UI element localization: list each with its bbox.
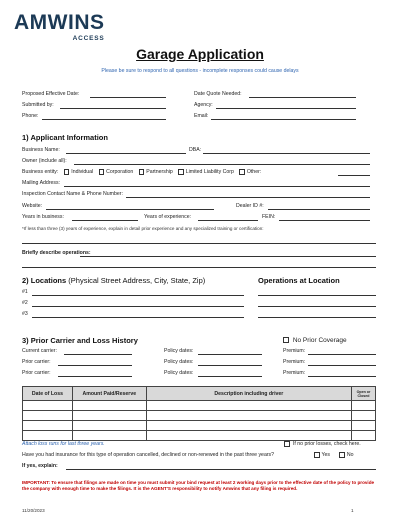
no-prior-coverage-checkbox[interactable] — [283, 337, 289, 343]
email-field[interactable] — [211, 119, 356, 120]
quote-date-label: Date Quote Needed: — [194, 91, 242, 97]
dba-field[interactable] — [203, 153, 370, 154]
loss-table-header-row — [23, 387, 376, 401]
location-1-operations-field[interactable] — [258, 295, 376, 296]
page-subtitle: Please be sure to respond to all questions - incomplete responses could cause delays — [101, 68, 299, 74]
inspection-contact-field[interactable] — [126, 197, 370, 198]
inspection-contact-label: Inspection Contact Name & Phone Number: — [22, 191, 123, 197]
dealer-id-field[interactable] — [268, 209, 370, 210]
table-row — [23, 421, 376, 431]
proposed-date-field[interactable] — [90, 97, 166, 98]
premium-field-1[interactable] — [308, 354, 376, 355]
policy-dates-label-3: Policy dates: — [164, 370, 194, 376]
table-cell[interactable] — [146, 411, 351, 421]
business-entity-row — [22, 169, 261, 175]
submitted-by-label: Submitted by: — [22, 102, 54, 108]
agency-label: Agency: — [194, 102, 213, 108]
header-description: Description including driver — [146, 387, 351, 401]
dealer-id-label: Dealer ID #: — [236, 203, 264, 209]
fein-field[interactable] — [279, 220, 370, 221]
entity-checkbox-partnership[interactable] — [139, 169, 145, 175]
loss-history-table — [22, 386, 376, 441]
premium-label-2: Premium: — [283, 359, 306, 365]
table-row — [23, 411, 376, 421]
if-yes-explain-field[interactable] — [66, 469, 376, 470]
entity-option-individual: Individual — [71, 169, 94, 176]
describe-operations-field[interactable] — [80, 256, 376, 257]
location-3-address-field[interactable] — [32, 317, 244, 318]
no-losses-label: If no prior losses, check here. — [292, 441, 361, 448]
entity-option-partnership: Partnership — [146, 169, 173, 176]
current-carrier-field[interactable] — [64, 354, 132, 355]
locations-title-bold: 2) Locations — [22, 276, 67, 285]
logo-wordmark: AMWINS — [14, 11, 105, 34]
policy-dates-field-2[interactable] — [198, 365, 262, 366]
business-entity-label: Business entity: — [22, 169, 59, 176]
cancelled-no-label: No — [346, 452, 354, 459]
website-field[interactable] — [46, 209, 214, 210]
entity-checkbox-individual[interactable] — [64, 169, 70, 175]
table-cell[interactable] — [23, 421, 73, 431]
cancelled-answer-row — [310, 452, 354, 458]
agency-field[interactable] — [216, 108, 356, 109]
footer-page-number: 1 — [351, 508, 354, 513]
proposed-date-label: Proposed Effective Date: — [22, 91, 80, 97]
experience-note: *If less than three (3) years of experience, explain in detail prior experience and any specialized training or certification: — [22, 226, 264, 231]
prior-carrier-field-1[interactable] — [58, 365, 132, 366]
describe-operations-label: Briefly describe operations: — [22, 250, 91, 256]
location-3-label: #3 — [22, 311, 28, 317]
table-row — [23, 431, 376, 441]
entity-option-other: Other: — [246, 169, 262, 176]
table-row — [23, 401, 376, 411]
entity-checkbox-llc[interactable] — [178, 169, 184, 175]
location-2-operations-field[interactable] — [258, 306, 376, 307]
dba-label: DBA: — [189, 147, 202, 153]
page-title: Garage Application — [136, 46, 264, 62]
header-amount-paid: Amount Paid/Reserve — [72, 387, 146, 401]
mailing-address-field[interactable] — [64, 186, 370, 187]
location-3-operations-field[interactable] — [258, 317, 376, 318]
table-cell[interactable] — [146, 401, 351, 411]
cancelled-no-checkbox[interactable] — [339, 452, 345, 458]
if-yes-explain-label: If yes, explain: — [22, 463, 58, 469]
fein-label: FEIN: — [262, 214, 276, 220]
locations-title-detail: (Physical Street Address, City, State, Zip) — [66, 276, 206, 285]
header-date-of-loss: Date of Loss — [23, 387, 73, 401]
table-cell[interactable] — [72, 431, 146, 441]
table-cell[interactable] — [23, 431, 73, 441]
premium-field-3[interactable] — [308, 376, 376, 377]
prior-carrier-field-2[interactable] — [58, 376, 132, 377]
cancelled-yes-checkbox[interactable] — [314, 452, 320, 458]
experience-explanation-field[interactable] — [22, 243, 376, 244]
premium-label-3: Premium: — [283, 370, 306, 376]
entity-checkbox-corporation[interactable] — [99, 169, 105, 175]
quote-date-field[interactable] — [249, 97, 356, 98]
cancelled-question: Have you had insurance for this type of operation cancelled, declined or non-renewed in the past three years? — [22, 452, 275, 458]
premium-label-1: Premium: — [283, 348, 306, 354]
table-cell[interactable] — [23, 411, 73, 421]
owner-field[interactable] — [74, 164, 370, 165]
years-business-field[interactable] — [72, 220, 138, 221]
important-notice: IMPORTANT: To ensure that filings are made on time you must submit your bind request at least 2 working days prior to the effective date of the policy to provide the company with enough time to make the filings. It is the AGENT'S responsibility to notify Amwins that any filing is required. — [22, 480, 375, 492]
entity-checkbox-other[interactable] — [239, 169, 245, 175]
no-losses-row — [280, 441, 361, 447]
attach-loss-runs-note: Attach loss runs for last three years. — [22, 441, 105, 447]
describe-operations-field-2[interactable] — [22, 267, 376, 268]
section-applicant-title: 1) Applicant Information — [22, 133, 108, 142]
table-cell[interactable] — [72, 421, 146, 431]
premium-field-2[interactable] — [308, 365, 376, 366]
phone-field[interactable] — [42, 119, 166, 120]
table-cell[interactable] — [352, 421, 376, 431]
submitted-by-field[interactable] — [60, 108, 166, 109]
operations-at-location-title: Operations at Location — [258, 276, 340, 285]
table-cell[interactable] — [352, 431, 376, 441]
business-name-field[interactable] — [66, 153, 186, 154]
current-carrier-label: Current carrier: — [22, 348, 57, 354]
location-2-label: #2 — [22, 300, 28, 306]
table-cell[interactable] — [23, 401, 73, 411]
business-name-label: Business Name: — [22, 147, 60, 153]
location-1-address-field[interactable] — [32, 295, 244, 296]
policy-dates-label-1: Policy dates: — [164, 348, 194, 354]
no-losses-checkbox[interactable] — [284, 441, 290, 447]
logo-subtext: ACCESS — [72, 35, 105, 42]
table-cell[interactable] — [352, 401, 376, 411]
email-label: Email: — [194, 113, 209, 119]
years-business-label: Years in business: — [22, 214, 64, 220]
section-locations-title — [22, 276, 205, 285]
no-prior-coverage-label: No Prior Coverage — [292, 337, 347, 344]
no-prior-coverage-row — [279, 337, 347, 344]
cancelled-yes-label: Yes — [321, 452, 330, 459]
table-cell[interactable] — [72, 411, 146, 421]
mailing-address-label: Mailing Address: — [22, 180, 61, 186]
table-cell[interactable] — [352, 411, 376, 421]
section-prior-carrier-title: 3) Prior Carrier and Loss History — [22, 336, 138, 345]
location-2-address-field[interactable] — [32, 306, 244, 307]
years-experience-label: Years of experience: — [144, 214, 192, 220]
years-experience-field[interactable] — [198, 220, 258, 221]
table-cell[interactable] — [146, 421, 351, 431]
header-open-closed: Open or Closed — [352, 387, 376, 401]
policy-dates-field-3[interactable] — [198, 376, 262, 377]
footer-date: 11/20/2023 — [22, 508, 45, 513]
owner-label: Owner (include all): — [22, 158, 67, 164]
location-1-label: #1 — [22, 289, 28, 295]
prior-carrier-label-2: Prior carrier: — [22, 370, 51, 376]
entity-other-field[interactable] — [338, 175, 370, 176]
table-cell[interactable] — [146, 431, 351, 441]
prior-carrier-label-1: Prior carrier: — [22, 359, 51, 365]
entity-option-corporation: Corporation — [106, 169, 134, 176]
entity-option-llc: Limited Liability Corp — [185, 169, 234, 176]
website-label: Website: — [22, 203, 43, 209]
phone-label: Phone: — [22, 113, 39, 119]
policy-dates-label-2: Policy dates: — [164, 359, 194, 365]
table-cell[interactable] — [72, 401, 146, 411]
company-logo — [14, 12, 105, 42]
policy-dates-field-1[interactable] — [198, 354, 262, 355]
